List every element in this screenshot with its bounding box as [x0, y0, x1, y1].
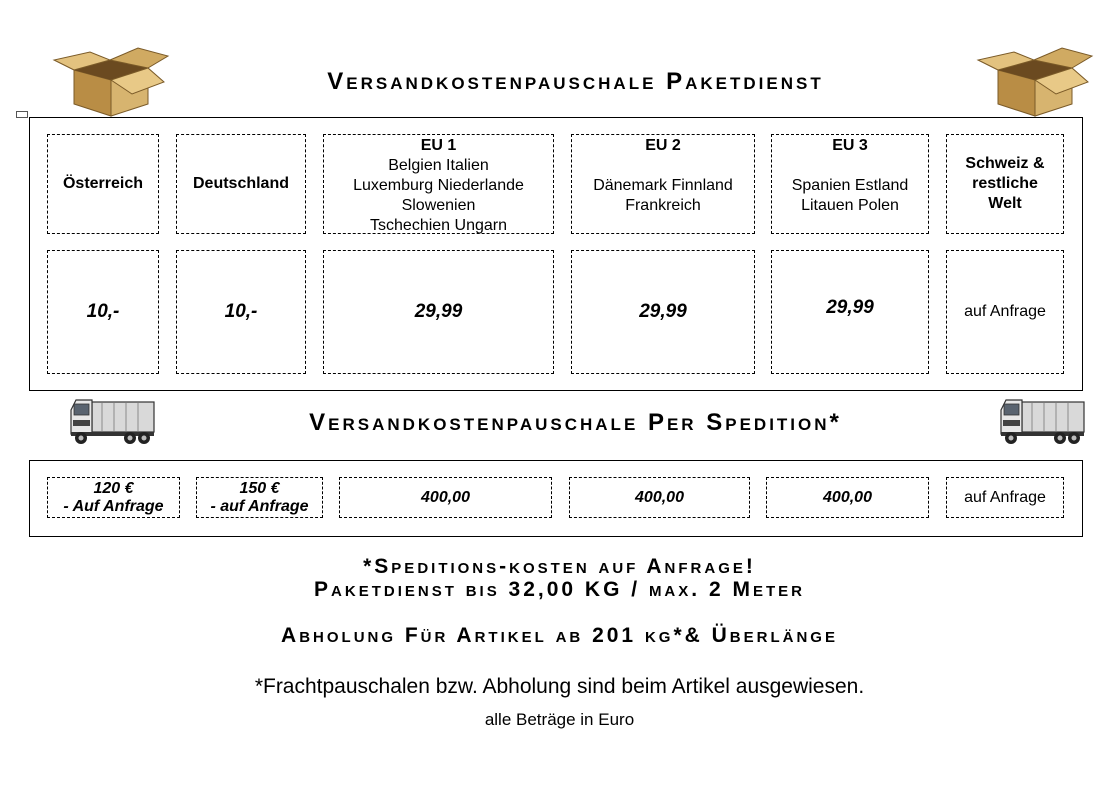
note-paketdienst-limit: Paketdienst bis 32,00 KG / max. 2 Meter	[314, 578, 805, 601]
zone-countries: Slowenien	[401, 197, 476, 214]
price-deutschland	[176, 250, 306, 374]
price-value: auf Anfrage	[964, 303, 1046, 320]
zone-header-schweiz-welt	[946, 134, 1064, 234]
spedition-price-schweiz-welt	[946, 477, 1064, 518]
note-currency: alle Beträge in Euro	[484, 710, 635, 729]
price-value: 150 €	[239, 479, 280, 497]
price-eu3	[771, 250, 929, 374]
price-value: 29,99	[826, 297, 874, 318]
spedition-price-oesterreich	[47, 477, 180, 518]
price-note: - auf Anfrage	[210, 497, 309, 515]
zone-header-eu1	[323, 134, 554, 234]
price-eu1	[323, 250, 554, 374]
price-value: 29,99	[639, 301, 687, 322]
price-oesterreich	[47, 250, 159, 374]
zone-countries: Litauen Polen	[801, 197, 899, 214]
price-value: 29,99	[414, 301, 463, 322]
note-speditionskosten: *Speditions-kosten auf Anfrage!	[363, 555, 756, 578]
zone-header-label: EU 2	[645, 137, 681, 154]
note-abholung: Abholung Für Artikel ab 201 kg*& Überlänge	[281, 624, 838, 647]
spedition-title: Versandkostenpauschale Per Spedition*	[309, 409, 842, 436]
zone-header-label: EU 3	[832, 137, 868, 154]
spedition-price-eu1	[339, 477, 552, 518]
spedition-price-deutschland	[196, 477, 323, 518]
zone-header-eu3	[771, 134, 929, 234]
spedition-price-eu3	[766, 477, 929, 518]
price-value: 400,00	[635, 488, 684, 506]
zone-header-label: Deutschland	[192, 175, 289, 192]
zone-header-deutschland	[176, 134, 306, 234]
zone-countries: Tschechien Ungarn	[370, 217, 507, 234]
notes-block	[0, 555, 1119, 601]
zone-countries: Luxemburg Niederlande	[353, 177, 524, 194]
zone-header-label: Österreich	[62, 175, 144, 192]
price-value: auf Anfrage	[964, 488, 1046, 506]
price-note: - Auf Anfrage	[63, 497, 164, 515]
price-value: 400,00	[421, 488, 470, 506]
price-value: 10,-	[224, 301, 258, 322]
paketdienst-title: Versandkostenpauschale Paketdienst	[327, 68, 824, 95]
price-schweiz-welt	[946, 250, 1064, 374]
spedition-price-eu2	[569, 477, 750, 518]
price-eu2	[571, 250, 755, 374]
zone-countries: Dänemark Finnland	[593, 177, 733, 194]
zone-countries: Frankreich	[625, 197, 701, 214]
price-value: 400,00	[823, 488, 872, 506]
zone-countries: Belgien Italien	[388, 157, 489, 174]
zone-header-oesterreich	[47, 134, 159, 234]
zone-header-label: EU 1	[420, 137, 457, 154]
zone-countries: Spanien Estland	[791, 177, 909, 194]
price-value: 10,-	[86, 301, 120, 322]
zone-header-label: Schweiz & restliche Welt	[965, 155, 1045, 212]
anchor-marker	[16, 111, 28, 118]
price-value: 120 €	[93, 479, 134, 497]
note-frachtpauschalen: *Frachtpauschalen bzw. Abholung sind beim Artikel ausgewiesen.	[254, 675, 865, 698]
zone-header-eu2	[571, 134, 755, 234]
